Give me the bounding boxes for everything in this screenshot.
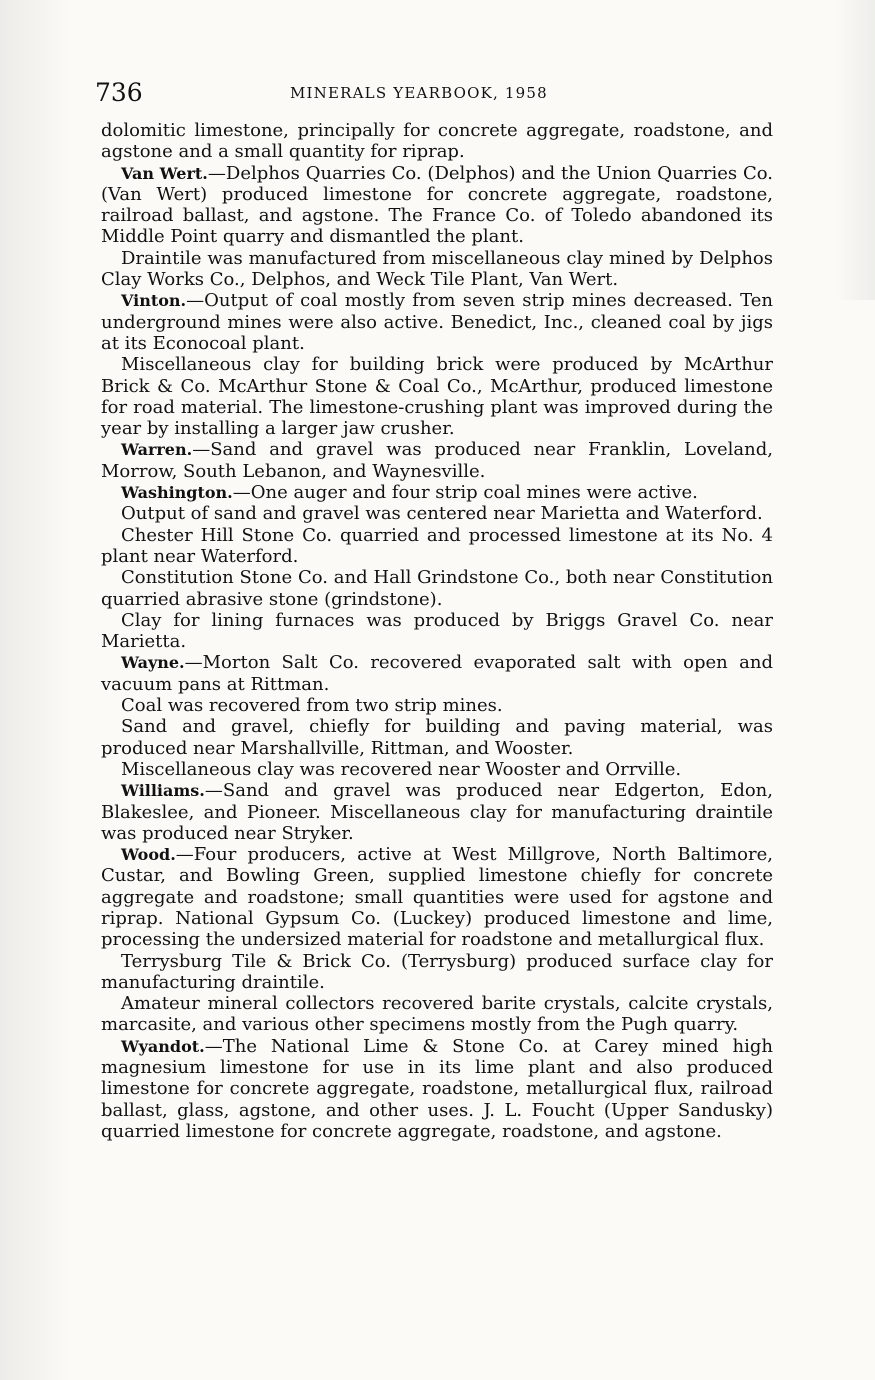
paragraph: dolomitic limestone, principally for concrete aggregate, roadstone, and agstone and a small quantity for riprap. (101, 120, 773, 163)
paragraph: Wood.—Four producers, active at West Millgrove, North Baltimore, Custar, and Bowling Green, supplied limestone chiefly for concrete aggregate and roadstone; small quantities were used for agstone and riprap. National Gypsum Co. (Luckey) produced limestone and lime, processing the undersized material for roadstone and metallurgical flux. (101, 844, 773, 951)
paragraph: Vinton.—Output of coal mostly from seven strip mines decreased. Ten underground mines were also active. Benedict, Inc., cleaned coal by jigs at its Econocoal plant. (101, 290, 773, 354)
county-heading: Warren. (121, 440, 193, 460)
paragraph: Terrysburg Tile & Brick Co. (Terrysburg) produced surface clay for manufacturing draintile. (101, 950, 773, 993)
scan-edge-shadow-left (0, 0, 70, 1380)
paragraph: Warren.—Sand and gravel was produced near Franklin, Loveland, Morrow, South Lebanon, and Waynesville. (101, 439, 773, 482)
paragraph: Draintile was manufactured from miscellaneous clay mined by Delphos Clay Works Co., Delphos, and Weck Tile Plant, Van Wert. (101, 247, 773, 291)
paragraph: Clay for lining furnaces was produced by Briggs Gravel Co. near Marietta. (101, 609, 773, 653)
paragraph: Williams.—Sand and gravel was produced near Edgerton, Edon, Blakeslee, and Pioneer. Miscellaneous clay for manufacturing draintile was produced near Stryker. (101, 780, 773, 844)
paragraph: Washington.—One auger and four strip coal mines were active. (121, 482, 698, 504)
paragraph: Miscellaneous clay for building brick were produced by McArthur Brick & Co. McArthur Stone & Coal Co., McArthur, produced limestone for road material. The limestone-crushing plant was improved during the year by installing a larger jaw crusher. (101, 354, 773, 440)
paragraph: Amateur mineral collectors recovered barite crystals, calcite crystals, marcasite, and various other specimens mostly from the Pugh quarry. (101, 993, 773, 1036)
paragraph: Output of sand and gravel was centered near Marietta and Waterford. (121, 503, 763, 525)
county-heading: Wayne. (121, 653, 185, 673)
paragraph: Miscellaneous clay was recovered near Wooster and Orrville. (121, 758, 682, 780)
paragraph: Coal was recovered from two strip mines. (121, 695, 503, 717)
paragraph: Wayne.—Morton Salt Co. recovered evaporated salt with open and vacuum pans at Rittman. (101, 652, 773, 695)
county-heading: Wyandot. (121, 1036, 205, 1056)
scan-edge-shadow-right (835, 0, 875, 300)
paragraph: Sand and gravel, chiefly for building and paving material, was produced near Marshallville, Rittman, and Wooster. (101, 716, 773, 759)
paragraph: Chester Hill Stone Co. quarried and processed limestone at its No. 4 plant near Waterford. (101, 524, 773, 567)
document-body (101, 120, 773, 1142)
county-heading: Wood. (121, 845, 176, 865)
county-heading: Washington. (121, 483, 233, 503)
paragraph: Van Wert.—Delphos Quarries Co. (Delphos) and the Union Quarries Co. (Van Wert) produced limestone for concrete aggregate, roadstone, railroad ballast, and agstone. The France Co. of Toledo abandoned its Middle Point quarry and dismantled the plant. (101, 162, 774, 248)
county-heading: Vinton. (121, 291, 187, 311)
paragraph: Constitution Stone Co. and Hall Grindstone Co., both near Constitution quarried abrasive stone (grindstone). (101, 567, 773, 610)
paragraph: Wyandot.—The National Lime & Stone Co. at Carey mined high magnesium limestone for use in its lime plant and also produced limestone for concrete aggregate, roadstone, metallurgical flux, railroad ballast, glass, agstone, and other uses. J. L. Foucht (Upper Sandusky) quarried limestone for concrete aggregate, roadstone, and agstone. (101, 1035, 773, 1142)
county-heading: Williams. (121, 781, 205, 801)
running-title: MINERALS YEARBOOK, 1958 (290, 84, 548, 102)
page-number: 736 (95, 78, 143, 107)
page-header (95, 78, 775, 112)
county-heading: Van Wert. (121, 163, 208, 183)
